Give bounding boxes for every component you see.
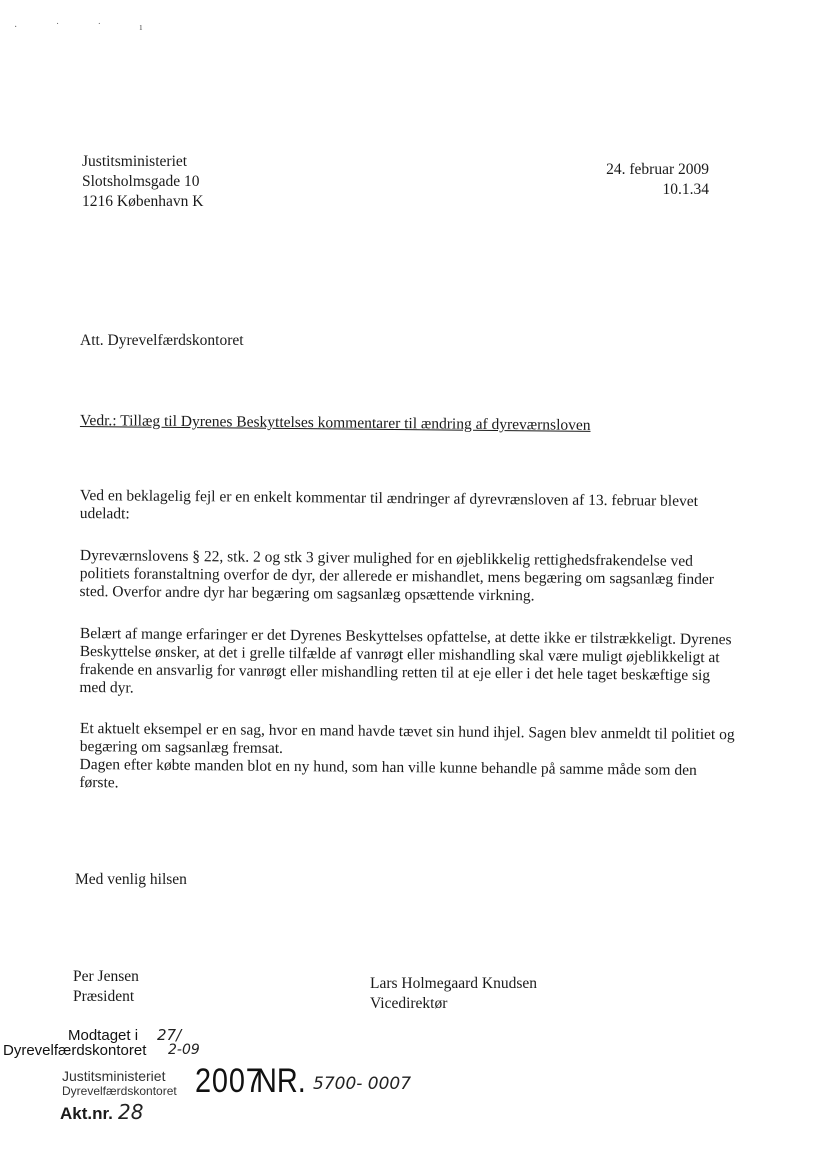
- sender-address: [82, 152, 203, 212]
- signatory-left-title: Præsident: [73, 988, 135, 1005]
- signatory-left-name: Per Jensen: [73, 968, 139, 985]
- signatory-right-name: Lars Holmegaard Knudsen: [370, 975, 538, 992]
- stamp-akt-number: 28: [118, 1100, 144, 1124]
- stamp-akt-label: Akt.nr.: [60, 1104, 113, 1123]
- scan-specks: · ˙ ˙ ı: [14, 22, 161, 33]
- paragraph-4a: Et aktuelt eksempel er en sag, hvor en mand havde tævet sin hund ihjel. Sagen blev anmeldt til politiet og begæring om sagsanlæg fremsat.: [79, 720, 735, 757]
- paragraph-1: Ved en beklagelig fejl er en enkelt kommentar til ændringer af dyrevrænsloven af 13. februar blevet udeladt:: [79, 487, 699, 523]
- closing: Med venlig hilsen: [75, 871, 187, 888]
- stamp-year: 2007: [195, 1062, 263, 1100]
- signatory-right-title: Vicedirektør: [370, 995, 448, 1012]
- signatory-left: [73, 967, 139, 1007]
- letter-reference: 10.1.34: [662, 181, 709, 198]
- stamp-handwritten-month-year: 2-09: [168, 1042, 200, 1058]
- letter-meta: [606, 160, 709, 200]
- paragraph-3: Belært af mange erfaringer er det Dyrenes Beskyttelses opfattelse, at dette ikke er tilstrækkeligt. Dyrenes Beskyttelse ønsker, at det i grelle tilfælde af vanrøgt eller mishandling skal være muligt øjeblikkeligt at frakende en ansvarlig for vanrøgt eller mishandling retten til at eje eller i det hele taget beskæftige sig med dyr.: [79, 625, 732, 697]
- stamp-nr-label: NR.: [256, 1062, 306, 1100]
- paragraph-2: Dyreværnslovens § 22, stk. 2 og stk 3 giver mulighed for en øjeblikkelig rettighedsfrakendelse ved politiets foranstaltning overfor de dyr, der allerede er mishandlet, mens begæring om sagsanlæg finder sted. Overfor andre dyr har begæring om sagsanlæg opsættende virkning.: [79, 547, 715, 605]
- letter-date: 24. februar 2009: [606, 161, 709, 178]
- signatory-right: [370, 974, 537, 1014]
- stamp-handwritten-day: 27/: [157, 1026, 182, 1044]
- address-line-2: Slotsholmsgade 10: [82, 173, 200, 190]
- attention-line: Att. Dyrevelfærdskontoret: [80, 332, 244, 349]
- stamp-case-number: 5700- 0007: [313, 1074, 412, 1094]
- stamp-ministry: Justitsministeriet: [62, 1068, 166, 1084]
- paragraph-4b: Dagen efter købte manden blot en ny hund, som han ville kunne behandle på samme måde som den første.: [79, 755, 697, 792]
- stamp-received-label: Modtaget i: [68, 1027, 139, 1044]
- paragraph-4: [79, 720, 740, 798]
- stamp-office: Dyrevelfærdskontoret: [3, 1042, 147, 1059]
- address-line-3: 1216 København K: [82, 193, 204, 210]
- address-line-1: Justitsministeriet: [82, 153, 188, 170]
- subject-line: Vedr.: Tillæg til Dyrenes Beskyttelses kommentarer til ændring af dyreværnsloven: [79, 412, 591, 434]
- stamp-ministry-office: Dyrevelfærdskontoret: [62, 1084, 177, 1098]
